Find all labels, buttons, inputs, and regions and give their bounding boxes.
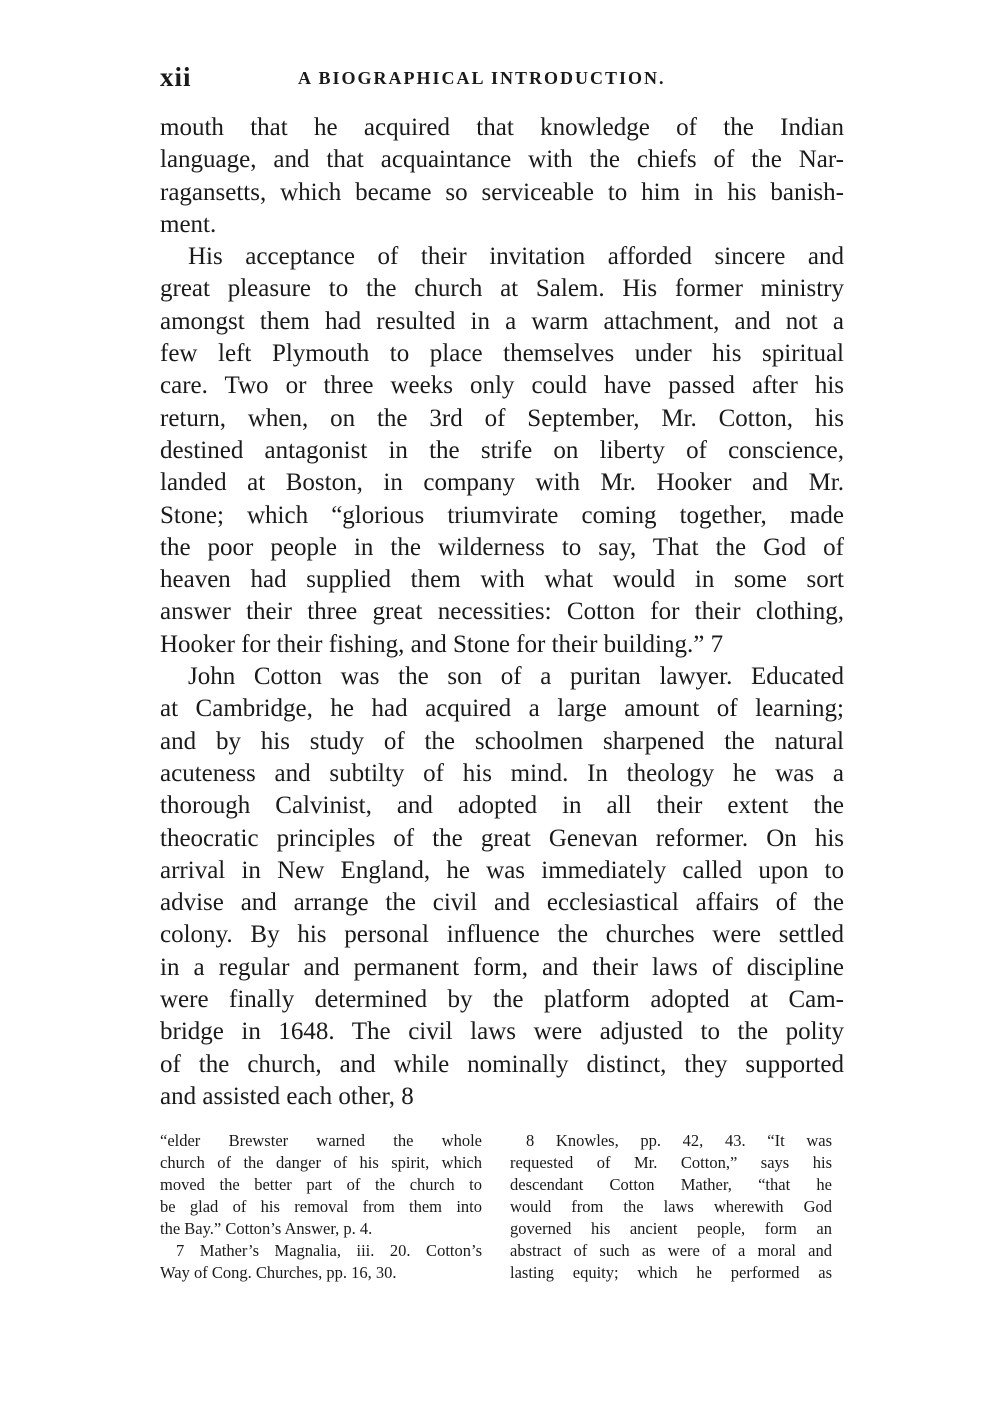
text-line: and assisted each other, 8 (160, 1082, 414, 1110)
text-line: answer their three great necessities: Cotton for their clothing, (160, 598, 844, 626)
text-line: at Cambridge, he had acquired a large amount of learning; (160, 695, 844, 723)
page-header (160, 62, 850, 96)
text-line: landed at Boston, in company with Mr. Hooker and Mr. (160, 469, 844, 497)
text-line: mouth that he acquired that knowledge of the Indian (160, 114, 844, 141)
text-line: arrival in New England, he was immediately called upon to (160, 856, 844, 884)
footnote-column-right (510, 1130, 832, 1284)
footnote-column-left (160, 1130, 482, 1284)
footnote-line: the Bay.” Cotton’s Answer, p. 4. (160, 1219, 373, 1238)
text-line: in a regular and permanent form, and their laws of discipline (160, 953, 844, 981)
body-text (160, 112, 844, 1113)
footnote-line: would from the laws wherewith God (510, 1197, 832, 1216)
text-line: John Cotton was the son of a puritan lawyer. Educated (188, 663, 844, 691)
footnote-line: abstract of such as were of a moral and (510, 1241, 832, 1260)
footnote-line: descendant Cotton Mather, “that he (510, 1175, 832, 1194)
text-line: Stone; which “glorious triumvirate coming together, made (160, 501, 844, 529)
text-line: the poor people in the wilderness to say, That the God of (160, 533, 844, 561)
text-line: acuteness and subtilty of his mind. In theology he was a (160, 759, 844, 787)
text-line: were finally determined by the platform adopted at Cam- (160, 986, 844, 1014)
running-head: A BIOGRAPHICAL INTRODUCTION. (298, 68, 666, 88)
footnote-line: moved the better part of the church to (160, 1175, 482, 1194)
footnote-line: “elder Brewster warned the whole (160, 1131, 482, 1150)
page-number: xii (160, 62, 192, 92)
text-line: great pleasure to the church at Salem. His former ministry (160, 275, 844, 303)
text-line: heaven had supplied them with what would in some sort (160, 566, 844, 594)
text-line: ragansetts, which became so serviceable to him in his banish- (160, 178, 844, 206)
text-line: advise and arrange the civil and ecclesiastical affairs of the (160, 889, 844, 917)
text-line: colony. By his personal influence the churches were settled (160, 921, 844, 949)
text-line: ment. (160, 210, 217, 238)
text-line: and by his study of the schoolmen sharpened the natural (160, 727, 844, 755)
footnote-line: be glad of his removal from them into (160, 1197, 482, 1216)
text-line: care. Two or three weeks only could have passed after his (160, 372, 844, 400)
footnote-line: governed his ancient people, form an (510, 1219, 832, 1238)
text-line: thorough Calvinist, and adopted in all their extent the (160, 792, 844, 820)
text-line: bridge in 1648. The civil laws were adjusted to the polity (160, 1018, 844, 1046)
text-line: destined antagonist in the strife on liberty of conscience, (160, 436, 844, 464)
footnote-line: Way of Cong. Churches, pp. 16, 30. (160, 1263, 397, 1282)
text-line: return, when, on the 3rd of September, Mr. Cotton, his (160, 404, 844, 432)
text-line: language, and that acquaintance with the chiefs of the Nar- (160, 146, 844, 174)
footnote-line: lasting equity; which he performed as (510, 1263, 832, 1282)
footnote-line: 8 Knowles, pp. 42, 43. “It was (526, 1131, 832, 1150)
footnote-line: requested of Mr. Cotton,” says his (510, 1153, 832, 1172)
text-line: amongst them had resulted in a warm attachment, and not a (160, 307, 844, 335)
footnotes (160, 1130, 844, 1310)
text-line: of the church, and while nominally distinct, they supported (160, 1050, 844, 1078)
text-line: His acceptance of their invitation afforded sincere and (188, 243, 844, 271)
text-line: theocratic principles of the great Genevan reformer. On his (160, 824, 844, 852)
text-line: Hooker for their fishing, and Stone for their building.” 7 (160, 630, 724, 658)
footnote-line: 7 Mather’s Magnalia, iii. 20. Cotton’s (176, 1241, 482, 1260)
footnote-line: church of the danger of his spirit, which (160, 1153, 482, 1172)
text-line: few left Plymouth to place themselves under his spiritual (160, 340, 844, 368)
